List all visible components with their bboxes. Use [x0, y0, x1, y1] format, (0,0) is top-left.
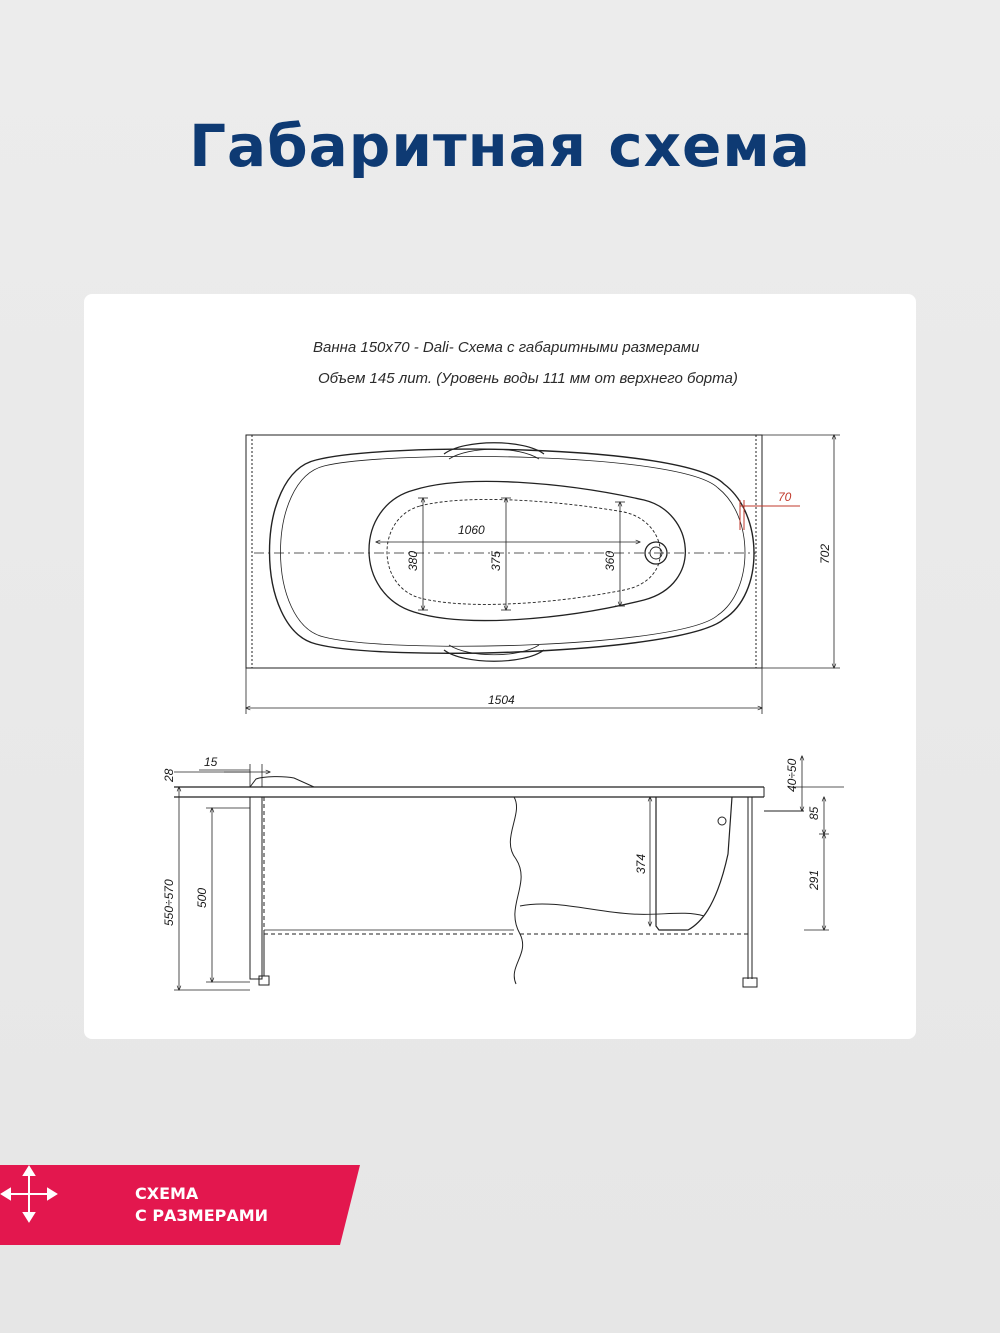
page-title: Габаритная схема: [189, 112, 811, 180]
dimension-drawing: [84, 294, 916, 1039]
dim-inner-length: 1060: [458, 523, 485, 537]
dim-overall-length: 1504: [488, 693, 515, 707]
dim-overall-width: 702: [818, 543, 832, 564]
dim-height-291: 291: [807, 869, 821, 890]
rim-oval: [270, 449, 755, 653]
side-view: [174, 756, 844, 990]
dim-offset-70: 70: [778, 490, 792, 504]
dim-total-height: 550÷570: [162, 879, 176, 926]
badge-line-1: СХЕМА: [135, 1184, 199, 1203]
dim-feet-40-50: 40÷50: [785, 758, 799, 792]
bowl-outline: [369, 481, 685, 620]
badge-label: [135, 1183, 268, 1227]
red-offset-marker: [740, 500, 800, 530]
dim-rim-28: 28: [162, 768, 176, 782]
four-arrows-icon: [0, 1165, 58, 1223]
badge-line-2: С РАЗМЕРАМИ: [135, 1206, 269, 1225]
dim-width-360: 360: [603, 550, 617, 571]
dim-width-375: 375: [489, 550, 503, 571]
diagram-card: [84, 294, 916, 1039]
handle-top: [444, 443, 544, 454]
dim-rim-15: 15: [204, 755, 218, 769]
dim-bowl-374: 374: [634, 853, 648, 874]
schema-badge: [0, 1165, 360, 1245]
bowl-floor: [387, 499, 660, 604]
dim-panel-500: 500: [195, 887, 209, 908]
dim-width-380: 380: [406, 550, 420, 571]
dim-overflow-85: 85: [807, 806, 821, 820]
diagram-subheading: Объем 145 лит. (Уровень воды 111 мм от верхнего борта): [318, 370, 738, 387]
tub-outline: [246, 435, 762, 668]
diagram-heading: Ванна 150х70 - Dali- Схема с габаритными размерами: [313, 339, 700, 356]
top-view: [246, 435, 840, 714]
